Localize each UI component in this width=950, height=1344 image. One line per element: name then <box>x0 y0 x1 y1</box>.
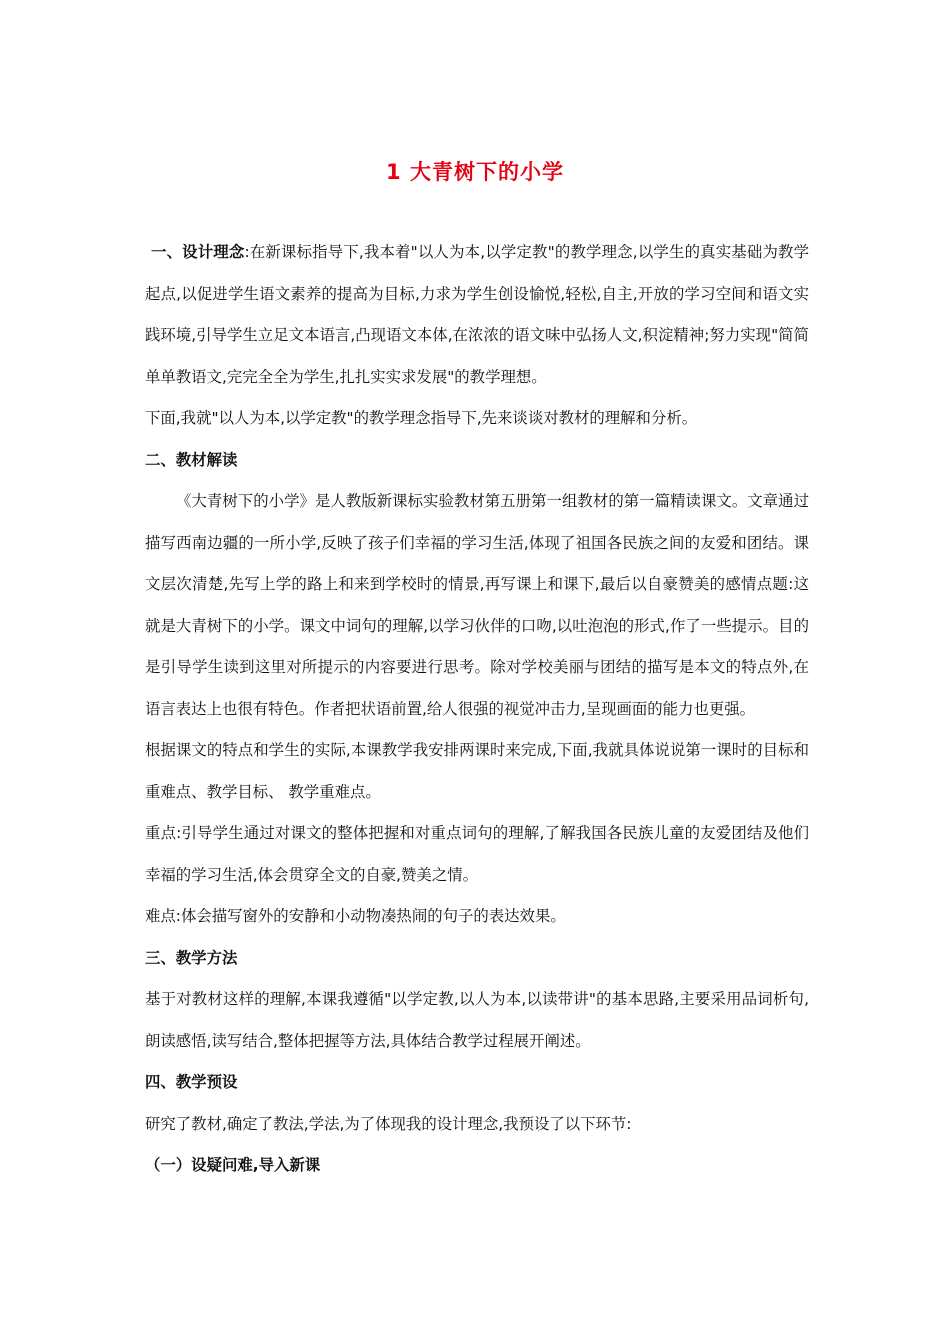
paragraph-design-concept: :在新课标指导下,我本着"以人为本,以学定教"的教学理念,以学生的真实基础为教学起点,以促进学生语文素养的提高为目标,力求为学生创设愉悦,轻松,自主,开放的学习空间和语文实践环境,引导学生立足文本语言,凸现语文本体,在浓浓的语文味中弘扬人文,积淀精神;努力实现"简简单单教语文,完完全全为学生,扎扎实实求发展"的教学理想。 <box>145 243 809 386</box>
section-design-concept <box>145 232 809 398</box>
paragraph-difficulty: 难点:体会描写窗外的安静和小动物凑热闹的句子的表达效果。 <box>145 907 566 925</box>
paragraph-transition: 下面,我就"以人为本,以学定教"的教学理念指导下,先来谈谈对教材的理解和分析。 <box>145 409 698 427</box>
section-heading-teaching-preset: 四、教学预设 <box>145 1073 238 1091</box>
subsection-heading-intro: （一）设疑问难,导入新课 <box>145 1156 321 1174</box>
paragraph-lesson-plan: 根据课文的特点和学生的实际,本课教学我安排两课时来完成,下面,我就具体说说第一课时的目标和重难点、教学目标、 教学重难点。 <box>145 741 809 801</box>
paragraph-methods: 基于对教材这样的理解,本课我遵循"以学定教,以人为本,以读带讲"的基本思路,主要采用品词析句,朗读感悟,读写结合,整体把握等方法,具体结合教学过程展开阐述。 <box>145 990 809 1050</box>
section-heading-design-concept: 一、设计理念 <box>151 243 245 261</box>
page-title: 1 大青树下的小学 <box>386 160 564 184</box>
section-heading-methods: 三、教学方法 <box>145 948 238 967</box>
document-body <box>145 232 809 1187</box>
section-heading-textbook: 二、教材解读 <box>145 450 238 469</box>
paragraph-textbook-analysis: 《大青树下的小学》是人教版新课标实验教材第五册第一组教材的第一篇精读课文。文章通过描写西南边疆的一所小学,反映了孩子们幸福的学习生活,体现了祖国各民族之间的友爱和团结。课文层次清楚,先写上学的路上和来到学校时的情景,再写课上和课下,最后以自豪赞美的感情点题:这就是大青树下的小学。课文中词句的理解,以学习伙伴的口吻,以吐泡泡的形式,作了一些提示。目的是引导学生读到这里对所提示的内容要进行思考。除对学校美丽与团结的描写是本文的特点外,在语言表达上也很有特色。作者把状语前置,给人很强的视觉冲击力,呈现画面的能力也更强。 <box>145 492 809 718</box>
paragraph-teaching-preset: 研究了教材,确定了教法,学法,为了体现我的设计理念,我预设了以下环节: <box>145 1114 632 1133</box>
paragraph-key-point: 重点:引导学生通过对课文的整体把握和对重点词句的理解,了解我国各民族儿童的友爱团结及他们幸福的学习生活,体会贯穿全文的自豪,赞美之情。 <box>145 824 809 884</box>
